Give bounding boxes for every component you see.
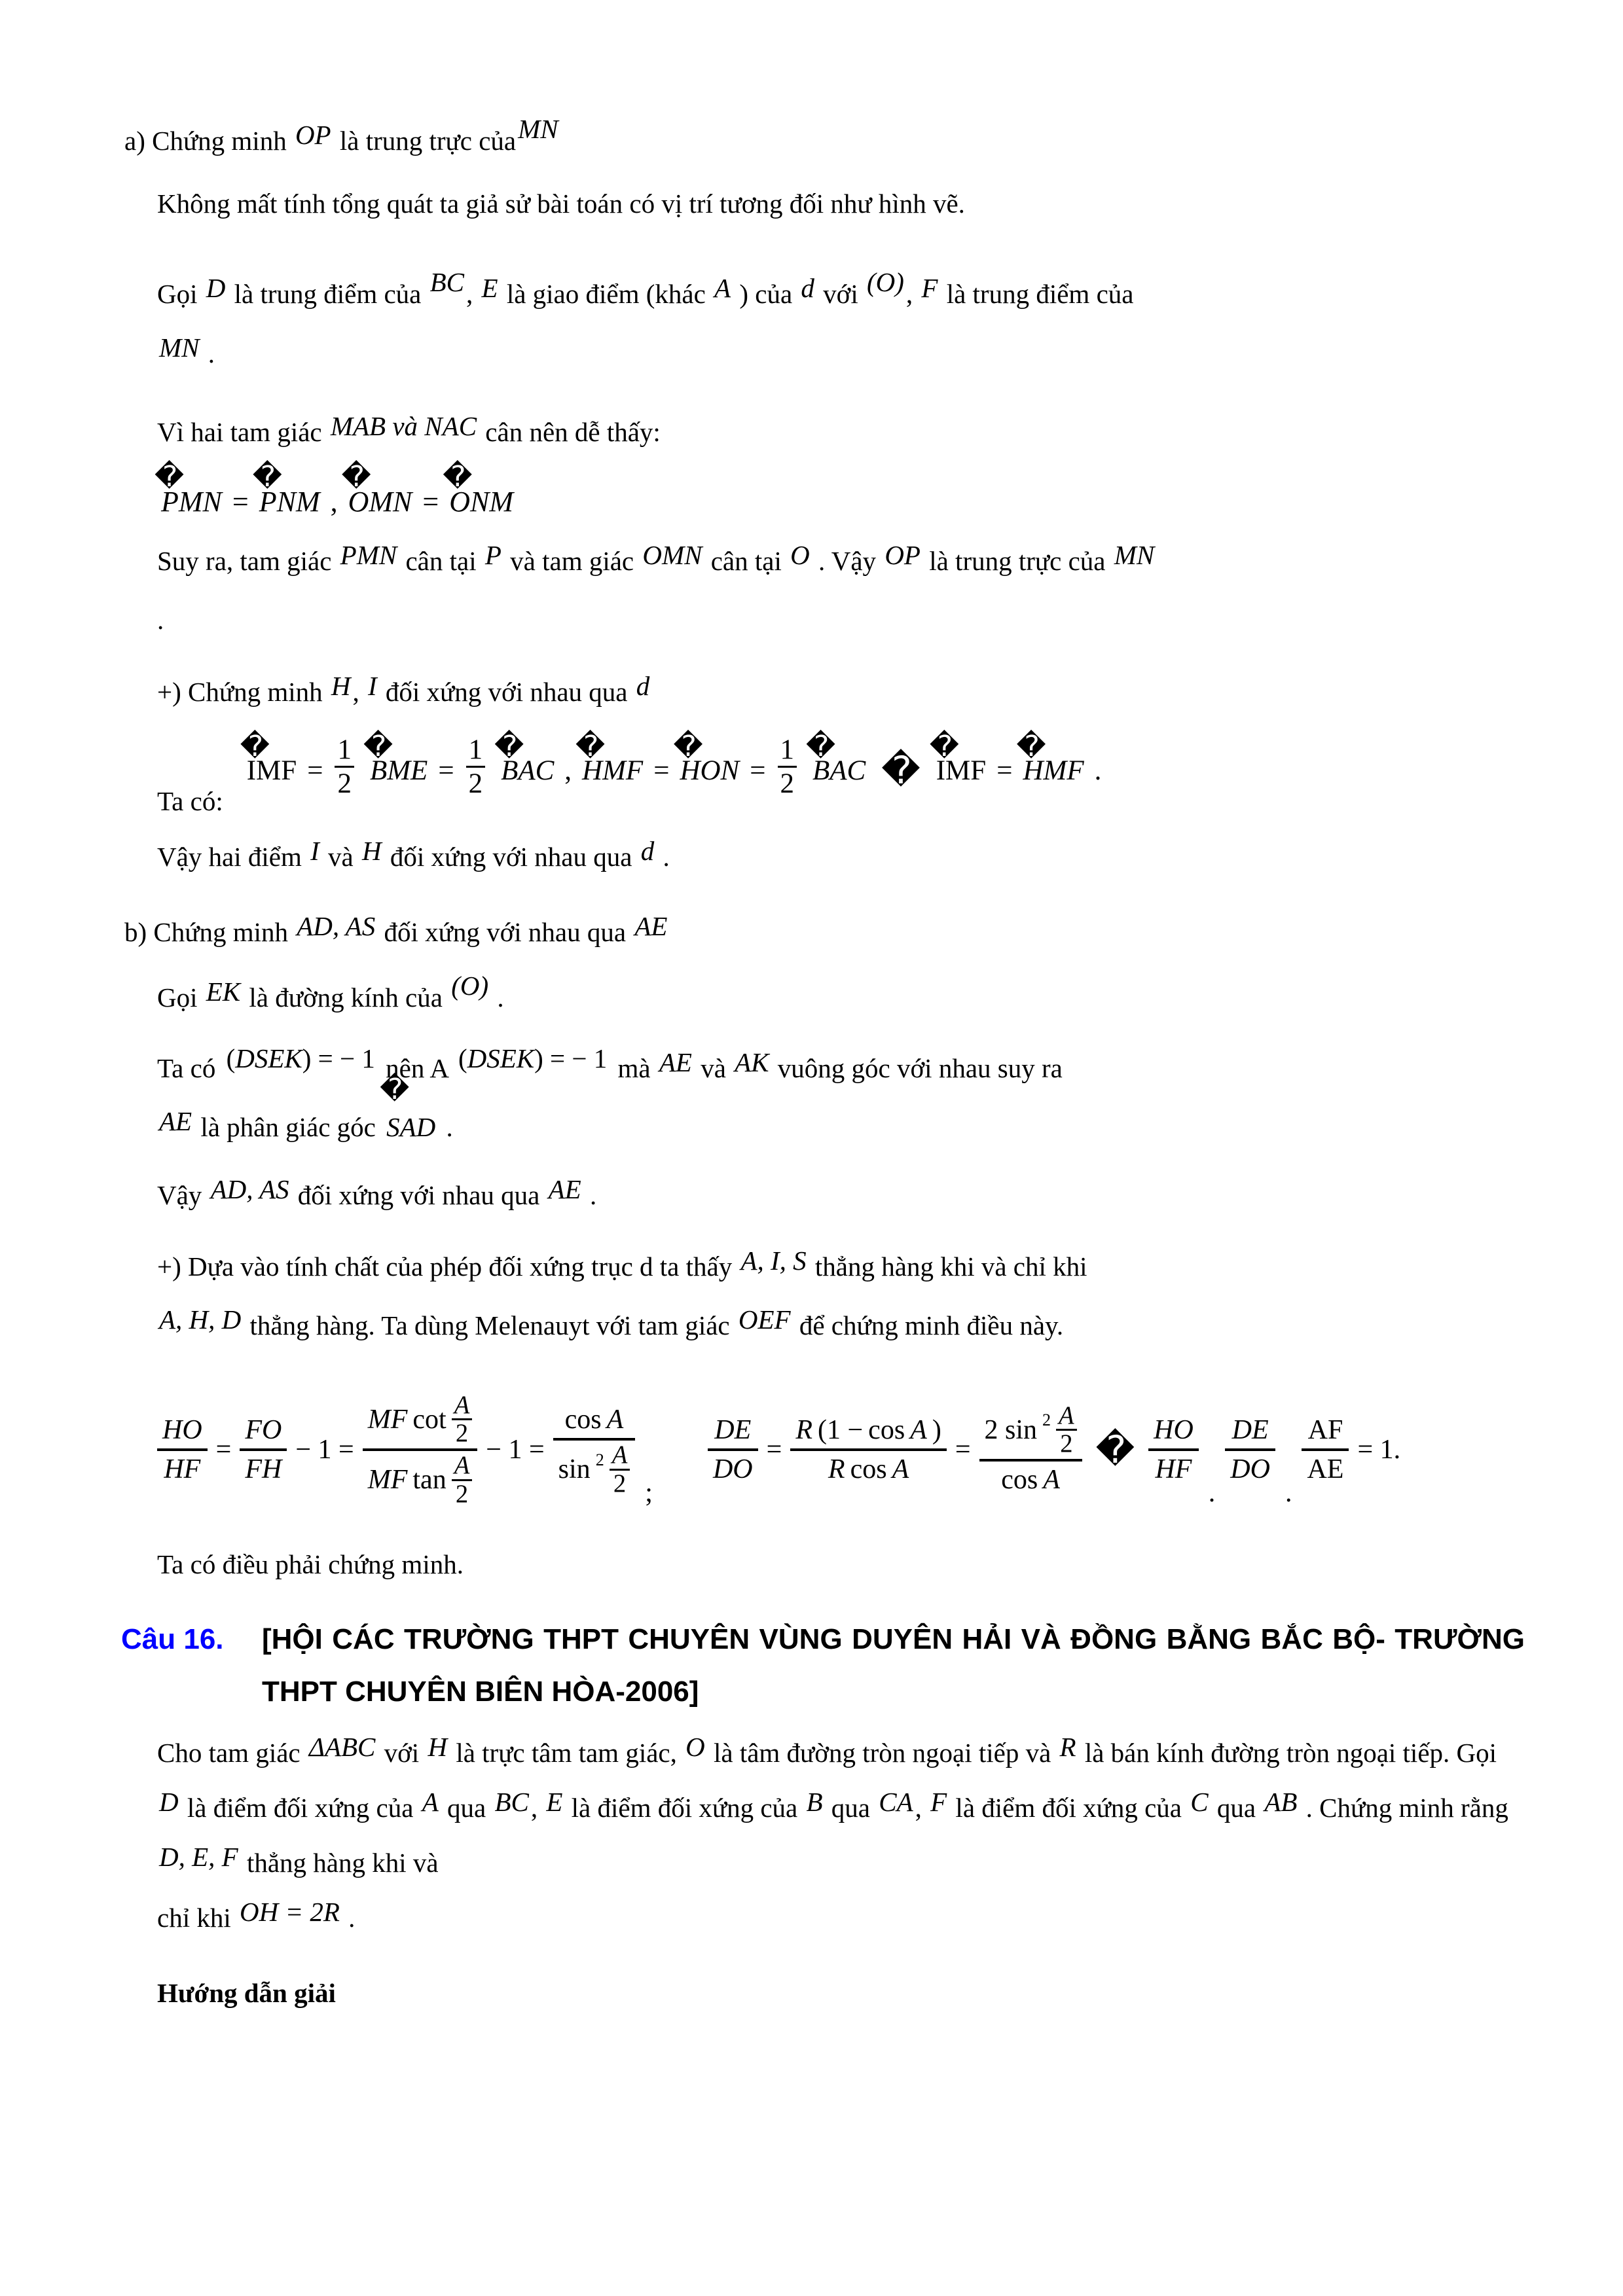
text: cân nên dễ thấy: (485, 416, 661, 447)
angle-name: PMN (161, 485, 222, 518)
replacement-glyph: � (155, 459, 185, 493)
numerator (979, 1401, 1082, 1459)
text: là trực tâm tam giác, (456, 1737, 677, 1768)
paragraph-qed (157, 1535, 1525, 1594)
formula-label: Ta có: (157, 786, 223, 817)
math-var: C (1190, 1786, 1209, 1817)
text: đối xứng với nhau qua (385, 677, 628, 708)
paragraph-dsek (157, 1039, 1525, 1157)
replacement-glyph: � (240, 729, 270, 763)
equals-sign: = (766, 1435, 782, 1465)
fraction-mf-cot-tan (363, 1391, 478, 1509)
replacement-glyph-large: � (1095, 1427, 1135, 1472)
denominator: 2 (452, 1479, 473, 1508)
angle-token (575, 729, 644, 787)
math-var: P (484, 539, 501, 570)
angle-token (155, 459, 222, 518)
formula-body (240, 729, 1102, 804)
math-var: AE (548, 1174, 581, 1205)
numerator: A (454, 1452, 470, 1479)
replacement-glyph: � (1016, 729, 1046, 763)
question-16-heading (121, 1613, 1525, 1717)
fraction-one-half (466, 734, 486, 800)
text: , (905, 279, 913, 310)
period: . (497, 982, 504, 1013)
math-var: H (428, 1731, 448, 1762)
replacement-glyph: � (494, 729, 524, 763)
denominator: DO (1225, 1448, 1275, 1488)
formula-ta-co-angles (157, 729, 1525, 817)
math-circle-o: (O) (451, 970, 489, 1001)
math-var: d (640, 836, 655, 867)
text: Gọi (157, 982, 198, 1013)
text: với (823, 279, 858, 310)
text: và tam giác (510, 545, 634, 576)
text: và (328, 842, 354, 872)
period: . (1094, 755, 1102, 786)
math-var: D (159, 1786, 179, 1817)
paragraph-vi-hai-tam-giac (157, 403, 1525, 461)
equals-sign: = (215, 1435, 232, 1465)
denominator: 2 (610, 1469, 630, 1498)
angle-name: BAC (501, 755, 555, 786)
period: . (663, 842, 670, 872)
numerator: 1 (337, 734, 352, 765)
paragraph-a-claim (124, 111, 1525, 170)
math-var: O (790, 539, 810, 570)
math-var: MF (367, 1404, 408, 1435)
math-var: OMN (642, 539, 702, 570)
math-var: A (422, 1786, 439, 1817)
fraction-one-half (778, 734, 797, 800)
text: chỉ khi (157, 1902, 231, 1933)
cos-function: cos (1001, 1464, 1038, 1495)
paragraph-question-16 (157, 1725, 1525, 1945)
text: vuông góc với nhau suy ra (777, 1052, 1063, 1083)
angle-token (443, 459, 513, 518)
equals-sign: = (653, 755, 670, 786)
sin-function: sin (558, 1454, 591, 1484)
math-var: DSEK (467, 1043, 535, 1073)
text: Vậy (157, 1180, 202, 1211)
cos-function: cos (564, 1404, 602, 1435)
semicolon: ; (645, 1478, 653, 1509)
dot-operator: . (1285, 1478, 1292, 1509)
dot-operator: . (1208, 1478, 1216, 1509)
question-source-heading: [HỘI CÁC TRƯỜNG THPT CHUYÊN VÙNG DUYÊN HẢI VÀ ĐỒNG BẰNG BẮC BỘ- TRƯỜNG THPT CHUYÊN BIÊN HÒA-2006] (262, 1623, 1525, 1708)
angle-name: IMF (246, 755, 297, 786)
text: thẳng hàng khi và (246, 1847, 439, 1878)
fraction-a-2 (610, 1442, 630, 1497)
denominator: DO (708, 1448, 758, 1488)
paragraph-suy-ra (157, 531, 1525, 649)
numerator: HO (1154, 1414, 1194, 1445)
text: . Chứng minh rằng (1305, 1792, 1508, 1823)
math-var: R (795, 1414, 812, 1445)
math-var: EK (206, 976, 241, 1007)
angle-token (363, 729, 428, 787)
paragraph-goi-d (157, 264, 1525, 382)
denominator: HF (157, 1448, 208, 1488)
denominator (363, 1448, 478, 1509)
paren: ( (458, 1043, 467, 1073)
text: Vậy hai điểm (157, 842, 302, 872)
text: ) của (739, 279, 793, 310)
equals-sign: = (996, 755, 1013, 786)
angle-token (673, 729, 740, 787)
exponent-2: 2 (1042, 1410, 1051, 1430)
math-var: I (368, 671, 377, 702)
fraction-cos-sin2 (553, 1401, 636, 1499)
math-var: AE (634, 910, 668, 941)
paren-close: ) (932, 1414, 941, 1445)
angle-token (806, 729, 866, 787)
math-var: AE (659, 1047, 692, 1077)
angle-token (380, 1073, 436, 1157)
text: là trung điểm của (234, 279, 422, 310)
numerator (363, 1391, 478, 1448)
text: thẳng hàng khi và chỉ khi (814, 1251, 1087, 1282)
text: để chứng minh điều này. (799, 1310, 1064, 1340)
angle-token (341, 459, 412, 518)
math-var: PMN (340, 539, 397, 570)
math-var: E (546, 1786, 563, 1817)
math-var: A, I, S (740, 1245, 807, 1276)
text: Ta có điều phải chứng minh. (157, 1549, 464, 1580)
text: và (701, 1052, 726, 1083)
denominator (979, 1459, 1082, 1499)
replacement-glyph: � (673, 729, 703, 763)
period: . (348, 1902, 356, 1933)
text: với (384, 1737, 420, 1768)
math-var: F (930, 1786, 947, 1817)
fraction-2sin2-cos (979, 1401, 1082, 1499)
math-var: A (714, 273, 731, 304)
angle-name: IMF (936, 755, 987, 786)
period: . (589, 1180, 597, 1211)
math-var: D, E, F (159, 1841, 238, 1872)
equals-one: = 1. (1357, 1435, 1401, 1465)
numerator: FO (245, 1414, 282, 1445)
fraction-a-2 (1056, 1403, 1077, 1458)
replacement-glyph: � (929, 729, 959, 763)
fraction-r-cos (790, 1412, 947, 1488)
fraction-ho-hf (157, 1412, 208, 1488)
equals-sign: = (232, 485, 249, 518)
fraction-a-2 (452, 1452, 473, 1507)
math-circle-o: (O) (866, 267, 904, 298)
numerator: 1 (780, 734, 795, 765)
cos-function: cos (868, 1414, 905, 1445)
angle-name: SAD (386, 1112, 436, 1143)
comma: , (915, 1792, 922, 1823)
text: là trung điểm của (946, 279, 1134, 310)
minus-one-equals: − 1 = (486, 1435, 545, 1465)
text: đối xứng với nhau qua (390, 842, 632, 872)
denominator: FH (240, 1448, 287, 1488)
text: qua (831, 1792, 870, 1823)
angle-token (494, 729, 555, 787)
angle-name: HON (680, 755, 740, 786)
paren-open: (1 − (817, 1414, 864, 1445)
math-var: AD, AS (297, 910, 376, 941)
numerator: A (611, 1441, 628, 1469)
replacement-glyph: � (380, 1073, 410, 1107)
cross-ratio-group (454, 1043, 611, 1073)
math-var: MAB và NAC (330, 410, 477, 441)
angle-name: BAC (812, 755, 866, 786)
text: đối xứng với nhau qua (297, 1180, 540, 1211)
text: là trung trực của (339, 126, 517, 156)
paren: ) (534, 1043, 543, 1073)
numerator: DE (714, 1414, 752, 1445)
text: là điểm đối xứng của (955, 1792, 1182, 1823)
text: Không mất tính tổng quát ta giả sử bài toán có vị trí tương đối như hình vẽ. (157, 188, 965, 219)
numerator: A (454, 1391, 470, 1419)
equals-minus-one: = − 1 (318, 1043, 375, 1073)
numerator: 1 (468, 734, 483, 765)
replacement-glyph-large: � (881, 748, 921, 793)
formula-angle-equalities (155, 459, 1525, 518)
equals-minus-one: = − 1 (550, 1043, 608, 1073)
text: là đường kính của (249, 982, 443, 1013)
text: +) Dựa vào tính chất của phép đối xứng trục d ta thấy (157, 1251, 733, 1282)
text: Cho tam giác (157, 1737, 301, 1768)
denominator: 2 (778, 766, 797, 800)
cot-function: cot (412, 1404, 447, 1435)
angle-name: HMF (582, 755, 644, 786)
fraction-ho-hf (1148, 1412, 1199, 1488)
math-var: R (1059, 1731, 1076, 1762)
text: là tâm đường tròn ngoại tiếp và (713, 1737, 1051, 1768)
math-var: DSEK (235, 1043, 302, 1073)
math-expression: OH = 2R (239, 1896, 340, 1927)
math-var: AB (1264, 1786, 1298, 1817)
text: Hướng dẫn giải (157, 1977, 336, 2008)
two-sin: 2 sin (984, 1414, 1038, 1445)
text: là bán kính đường tròn ngoại tiếp. Gọi (1084, 1737, 1497, 1768)
math-var: R (828, 1454, 845, 1484)
math-var: B (806, 1786, 823, 1817)
angle-name: OMN (348, 485, 412, 518)
replacement-glyph: � (341, 459, 371, 493)
denominator (790, 1448, 947, 1488)
solution-guide-heading (157, 1964, 1525, 2022)
fraction-a-2 (452, 1392, 473, 1447)
math-var: A (1043, 1464, 1060, 1495)
text: cân tại (405, 545, 477, 576)
paragraph-vay-ad-as (157, 1166, 1525, 1225)
angle-token (240, 729, 297, 787)
tan-function: tan (412, 1464, 447, 1495)
math-var: BC (429, 267, 465, 298)
numerator: HO (162, 1414, 202, 1445)
text: , (466, 279, 473, 310)
math-var: AD, AS (210, 1174, 289, 1205)
paragraph-wlog (157, 174, 1525, 233)
fraction-fo-fh (240, 1412, 287, 1488)
denominator: AE (1302, 1448, 1349, 1488)
paragraph-vay-hai-diem (157, 827, 1525, 886)
math-var: MF (367, 1464, 408, 1495)
numerator: A (1059, 1401, 1074, 1429)
text: là điểm đối xứng của (571, 1792, 798, 1823)
math-var: E (481, 273, 498, 304)
math-var: OP (295, 120, 331, 150)
replacement-glyph: � (806, 729, 836, 763)
text: là trung trực của (929, 545, 1106, 576)
equals-sign: = (750, 755, 766, 786)
equals-sign: = (307, 755, 323, 786)
math-var: d (801, 273, 814, 304)
comma: , (330, 485, 338, 518)
denominator: 2 (1056, 1429, 1077, 1458)
math-var: BC (494, 1786, 529, 1817)
denominator: 2 (452, 1418, 473, 1447)
text: a) Chứng minh (124, 126, 287, 156)
fraction-de-do (1225, 1412, 1275, 1488)
text: thẳng hàng. Ta dùng Melenauyt với tam giác (249, 1310, 730, 1340)
denominator (553, 1438, 636, 1498)
text: cân tại (710, 545, 782, 576)
comma: , (530, 1792, 538, 1823)
equals-sign: = (422, 485, 439, 518)
text: Ta có (157, 1052, 216, 1083)
text: là giao điểm (khác (506, 279, 706, 310)
angle-name: PNM (259, 485, 320, 518)
text: . (208, 338, 215, 368)
angle-name: HMF (1023, 755, 1084, 786)
replacement-glyph: � (575, 729, 606, 763)
text: qua (1216, 1792, 1256, 1823)
angle-token (252, 459, 320, 518)
equals-sign: = (955, 1435, 971, 1465)
numerator: AF (1307, 1414, 1343, 1445)
formula-menelaus (157, 1391, 1525, 1509)
angle-token (1016, 729, 1084, 787)
math-var: MN (159, 332, 200, 363)
text: qua (447, 1792, 486, 1823)
denominator: 2 (466, 766, 486, 800)
math-var: A (910, 1414, 927, 1445)
math-var: d (636, 671, 650, 702)
paren: ( (226, 1043, 236, 1073)
math-var: MN (1114, 539, 1155, 570)
comma: , (564, 755, 572, 786)
minus-one-equals: − 1 = (295, 1435, 354, 1465)
math-var: D (206, 273, 226, 304)
equals-sign: = (438, 755, 454, 786)
paragraph-plus-hi (157, 662, 1525, 721)
exponent-2: 2 (595, 1450, 604, 1469)
text: Vì hai tam giác (157, 416, 322, 447)
text: mà (617, 1052, 651, 1083)
angle-name: BME (369, 755, 428, 786)
math-var: AE (159, 1106, 192, 1137)
replacement-glyph: � (443, 459, 473, 493)
numerator (553, 1401, 636, 1439)
paragraph-b-claim (124, 903, 1525, 961)
replacement-glyph: � (252, 459, 282, 493)
paragraph-plus-dua-vao (157, 1237, 1525, 1355)
paragraph-goi-ek (157, 968, 1525, 1027)
math-var: H (362, 836, 382, 867)
replacement-glyph: � (363, 729, 393, 763)
angle-name: ONM (449, 485, 513, 518)
math-var: AK (735, 1047, 769, 1077)
text: +) Chứng minh (157, 677, 323, 708)
orphan-period: . (157, 605, 164, 636)
math-var: I (310, 836, 319, 867)
fraction-one-half (335, 734, 354, 800)
paren: ) (302, 1043, 312, 1073)
math-var: ΔABC (308, 1731, 376, 1762)
math-var: OP (884, 539, 921, 570)
cos-function: cos (850, 1454, 887, 1484)
math-var: O (685, 1731, 705, 1762)
math-var: MN (518, 114, 558, 144)
fraction-af-ae (1302, 1412, 1349, 1488)
numerator (790, 1412, 947, 1449)
text: b) Chứng minh (124, 916, 289, 947)
denominator: 2 (335, 766, 354, 800)
angle-token (929, 729, 987, 787)
cross-ratio-group (223, 1043, 379, 1073)
math-var: H (331, 671, 351, 702)
text: là điểm đối xứng của (187, 1792, 414, 1823)
text: Suy ra, tam giác (157, 545, 332, 576)
math-var: CA (879, 1786, 913, 1817)
denominator: HF (1148, 1448, 1199, 1488)
numerator: DE (1231, 1414, 1269, 1445)
question-number-label: Câu 16. (121, 1623, 224, 1656)
math-var: A, H, D (159, 1304, 242, 1335)
math-var: A (892, 1454, 909, 1484)
fraction-de-do (708, 1412, 758, 1488)
text: nên A (386, 1052, 448, 1083)
text: đối xứng với nhau qua (384, 916, 627, 947)
text: . Vậy (818, 545, 877, 576)
math-var: OEF (738, 1304, 791, 1335)
math-var: F (921, 273, 938, 304)
period: . (446, 1112, 453, 1143)
math-var: A (606, 1404, 624, 1435)
comma: , (352, 677, 359, 708)
text: Gọi (157, 279, 198, 310)
text: là phân giác góc (200, 1112, 376, 1143)
